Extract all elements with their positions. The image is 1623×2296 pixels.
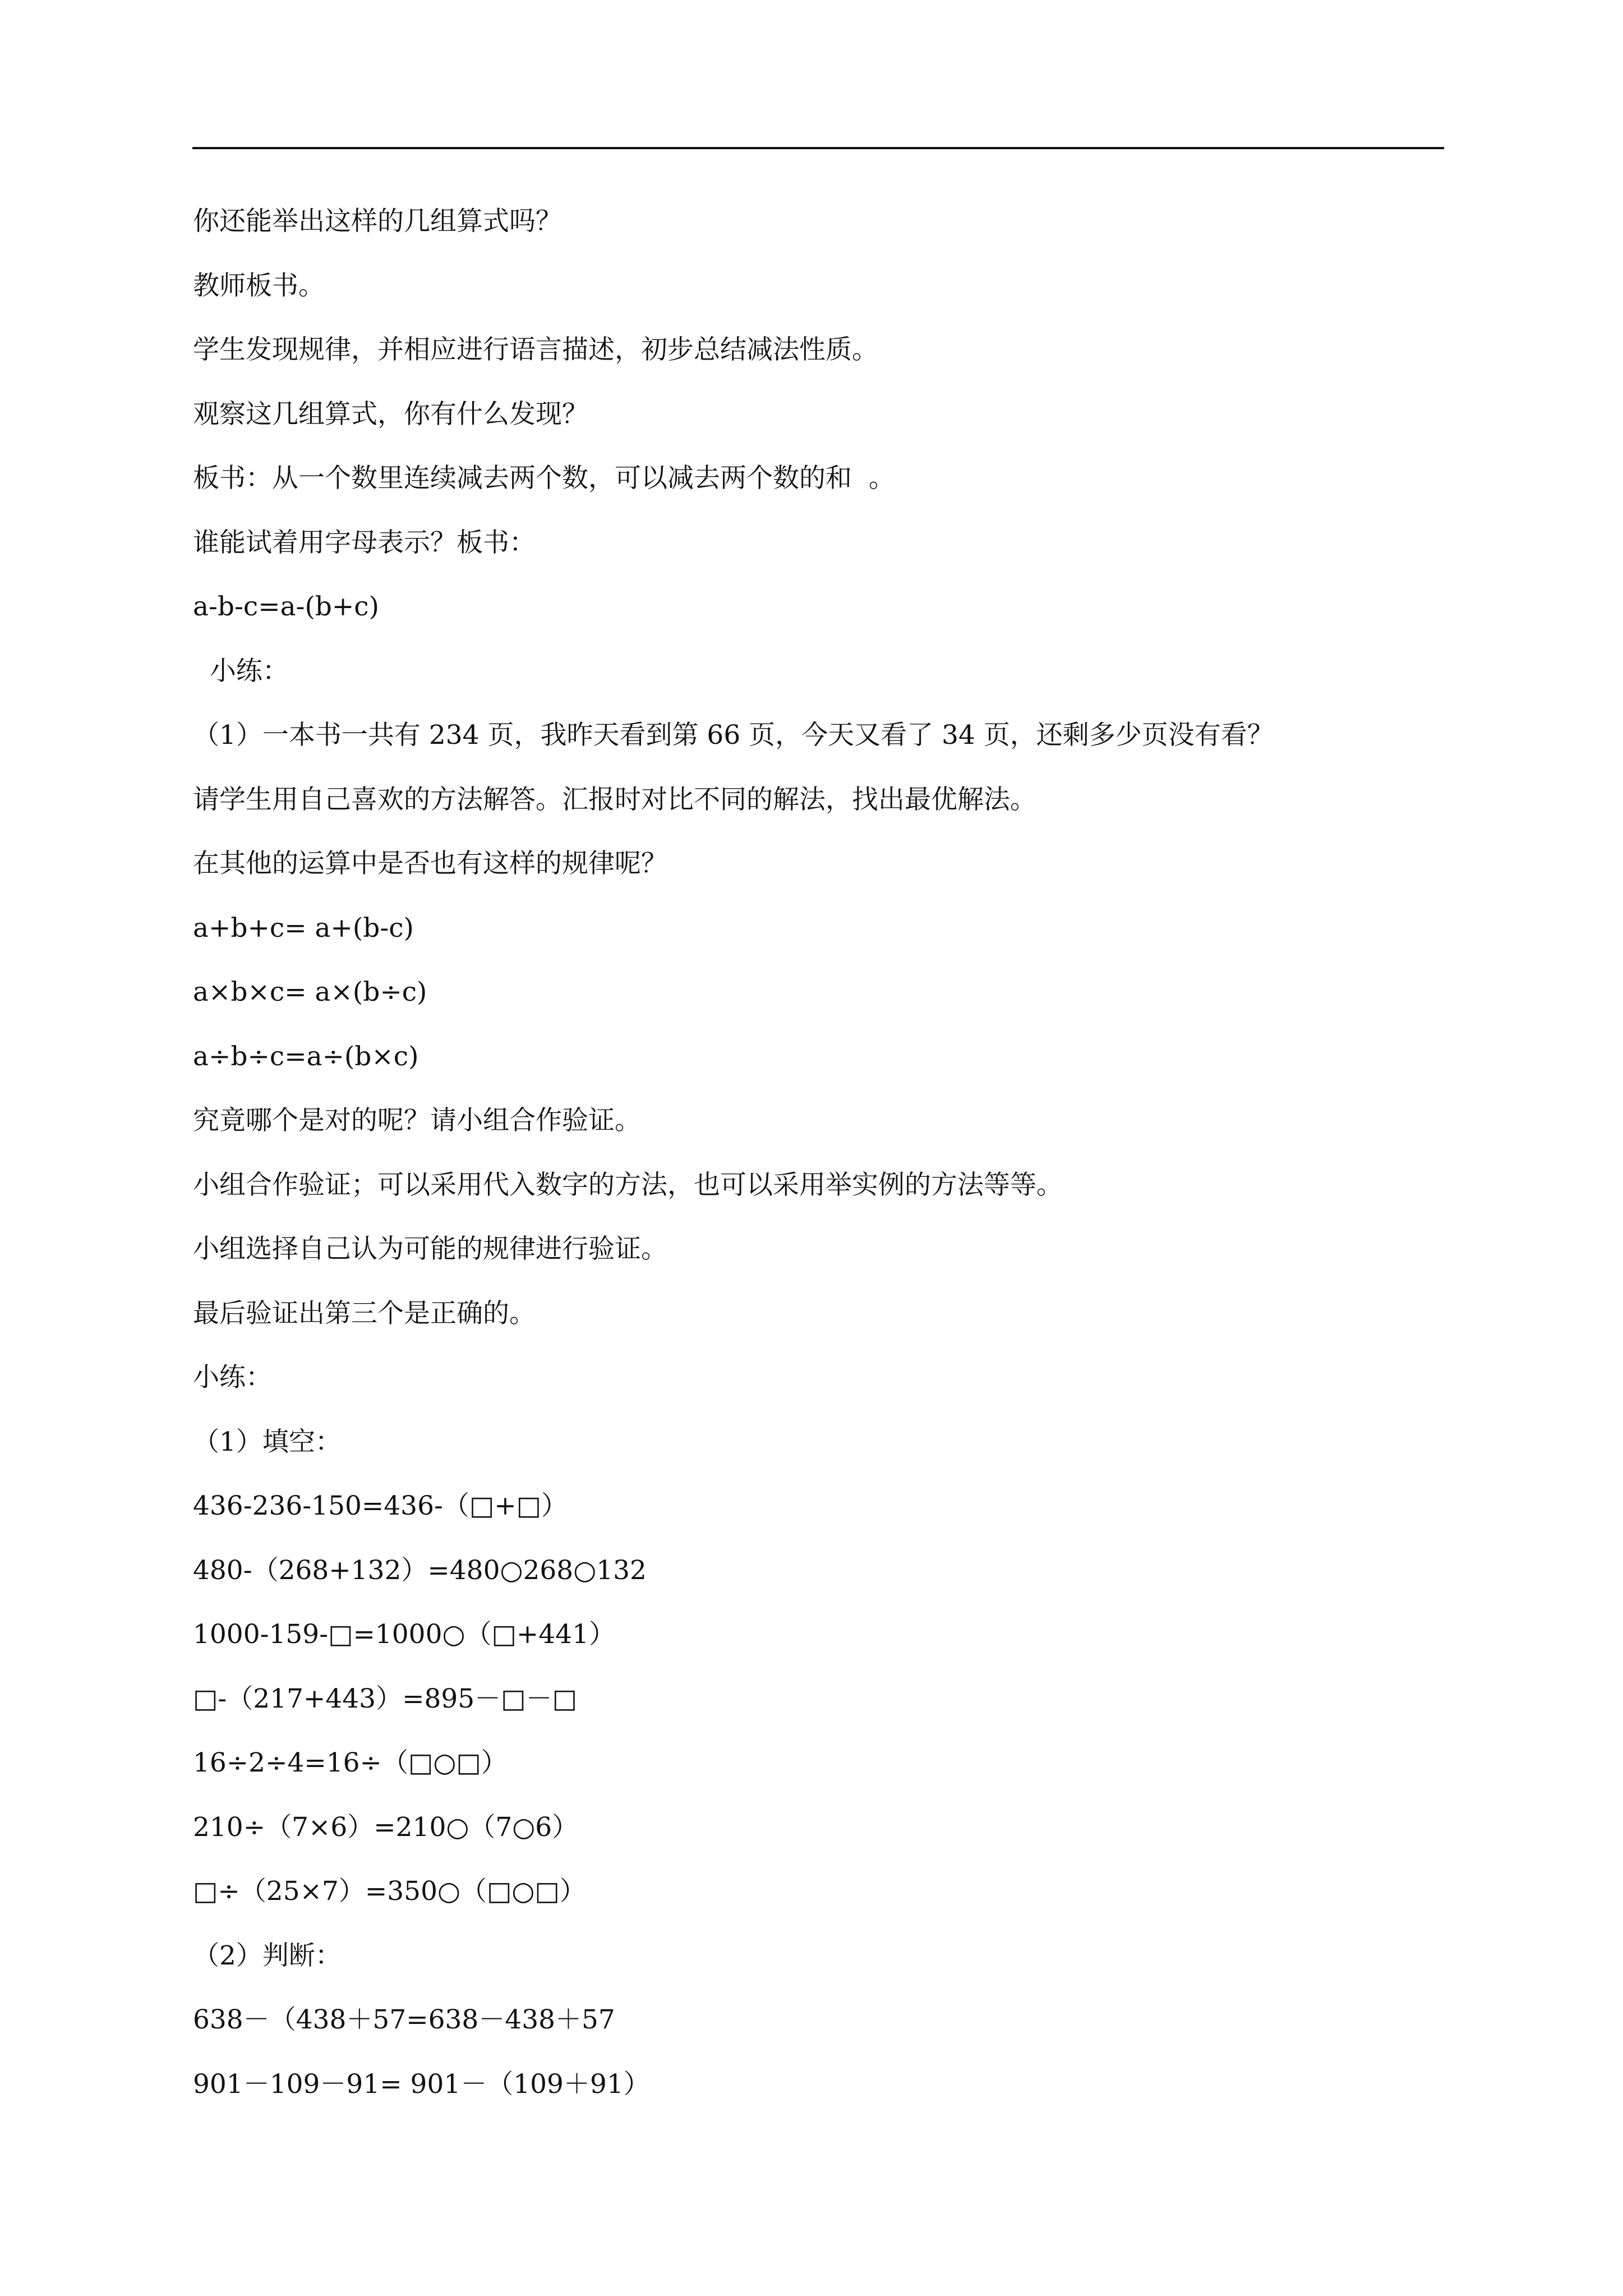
- text-line: 教师板书。: [193, 270, 325, 301]
- exercise-line: 436-236-150=436-（□+□）: [193, 1490, 568, 1521]
- formula-line: a×b×c= a×(b÷c): [193, 977, 427, 1007]
- text-line: 究竟哪个是对的呢？请小组合作验证。: [193, 1105, 641, 1136]
- text-line: 小组合作验证；可以采用代入数字的方法，也可以采用举实例的方法等等。: [193, 1169, 1063, 1200]
- text-line: 在其他的运算中是否也有这样的规律呢？: [193, 848, 667, 879]
- exercise-line: 480-（268+132）=480○268○132: [193, 1554, 647, 1586]
- text-line: 你还能举出这样的几组算式吗？: [193, 206, 562, 237]
- text-line: 学生发现规律，并相应进行语言描述，初步总结减法性质。: [193, 334, 878, 365]
- exercise-line: 901－109－91= 901－（109＋91）: [193, 2068, 650, 2100]
- text-line: 最后验证出第三个是正确的。: [193, 1297, 536, 1329]
- text-line: 谁能试着用字母表示？板书：: [193, 527, 536, 558]
- formula-line: a+b+c= a+(b-c): [193, 912, 414, 944]
- exercise-heading: （2）判断：: [193, 1940, 342, 1971]
- exercise-line: 210÷（7×6）=210○（7○6）: [193, 1811, 579, 1843]
- exercise-heading: （1）填空：: [193, 1426, 342, 1457]
- formula-line: a-b-c=a-(b+c): [193, 591, 379, 622]
- header-rule: [192, 147, 1444, 149]
- exercise-line: 1000-159-□=1000○（□+441）: [193, 1619, 615, 1650]
- section-heading: 小练：: [193, 655, 289, 687]
- text-line: 请学生用自己喜欢的方法解答。汇报时对比不同的解法，找出最优解法。: [193, 784, 1036, 815]
- exercise-line: □-（217+443）=895－□－□: [193, 1683, 577, 1714]
- exercise-line: 16÷2÷4=16÷（□○□）: [193, 1747, 508, 1778]
- exercise-line: □÷（25×7）=350○（□○□）: [193, 1876, 586, 1907]
- text-line: 观察这几组算式，你有什么发现？: [193, 398, 588, 430]
- exercise-line: （1）一本书一共有 234 页，我昨天看到第 66 页，今天又看了 34 页，还剩多少页没有看？: [193, 720, 1274, 751]
- text-line: 小组选择自己认为可能的规律进行验证。: [193, 1234, 667, 1264]
- section-heading: 小练：: [193, 1362, 272, 1393]
- document-body: [193, 190, 1449, 2116]
- formula-line: a÷b÷c=a÷(b×c): [193, 1041, 419, 1072]
- exercise-line: 638－（438＋57=638－438＋57: [193, 2004, 615, 2035]
- text-line: 板书：从一个数里连续减去两个数，可以减去两个数的和 。: [193, 463, 895, 494]
